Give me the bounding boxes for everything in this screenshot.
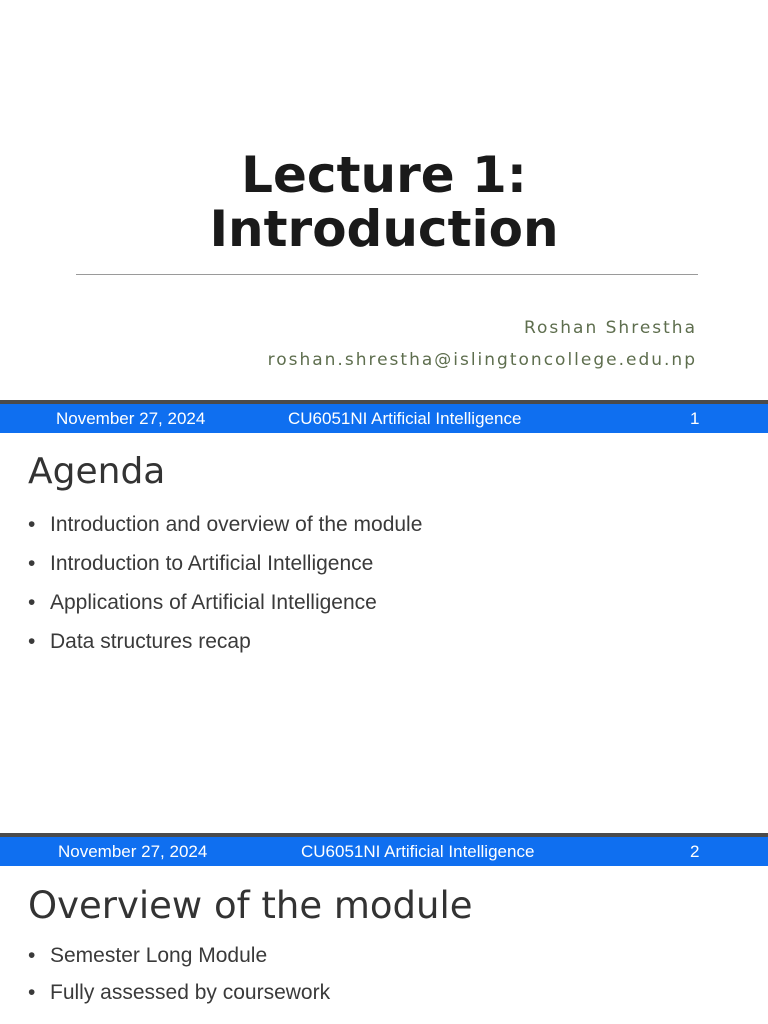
footer-page-number: 2	[690, 842, 700, 861]
footer-course: CU6051NI Artificial Intelligence	[301, 842, 535, 861]
list-item	[28, 588, 422, 627]
slide-overview	[0, 866, 768, 1024]
bullet-icon: •	[28, 513, 36, 536]
bullet-icon: •	[28, 552, 36, 575]
list-item	[28, 627, 422, 666]
slide-title	[0, 0, 768, 400]
slide-agenda	[0, 433, 768, 833]
footer-date: November 27, 2024	[58, 842, 208, 861]
footer-course: CU6051NI Artificial Intelligence	[288, 409, 522, 428]
list-item-text: Fully assessed by coursework	[50, 981, 331, 1004]
slide-footer	[0, 400, 768, 433]
list-item	[28, 941, 330, 978]
bullet-icon: •	[28, 944, 36, 967]
slide-footer	[0, 833, 768, 866]
footer-page-number: 1	[690, 409, 700, 428]
list-item	[28, 978, 330, 1015]
slide-heading: Agenda	[28, 451, 166, 492]
author-name: Roshan Shrestha	[523, 318, 697, 338]
footer-date: November 27, 2024	[56, 409, 206, 428]
bullet-icon: •	[28, 591, 36, 614]
list-item-text: Introduction to Artificial Intelligence	[50, 552, 374, 575]
list-item-text: Applications of Artificial Intelligence	[50, 591, 377, 614]
slide-heading: Overview of the module	[28, 884, 473, 927]
bullet-icon: •	[28, 630, 36, 653]
list-item	[28, 549, 422, 588]
lecture-title-line1: Lecture 1:	[241, 145, 527, 204]
lecture-title	[0, 145, 768, 258]
lecture-title-line2: Introduction	[209, 199, 559, 258]
bullet-list	[28, 510, 422, 666]
list-item-text: Introduction and overview of the module	[50, 513, 423, 536]
list-item	[28, 510, 422, 549]
list-item-text: Data structures recap	[50, 630, 251, 653]
title-divider	[76, 274, 698, 275]
bullet-icon: •	[28, 981, 36, 1004]
author-block	[268, 312, 697, 376]
bullet-list	[28, 941, 330, 1015]
list-item-text: Semester Long Module	[50, 944, 268, 967]
author-email: roshan.shrestha@islingtoncollege.edu.np	[267, 350, 697, 370]
